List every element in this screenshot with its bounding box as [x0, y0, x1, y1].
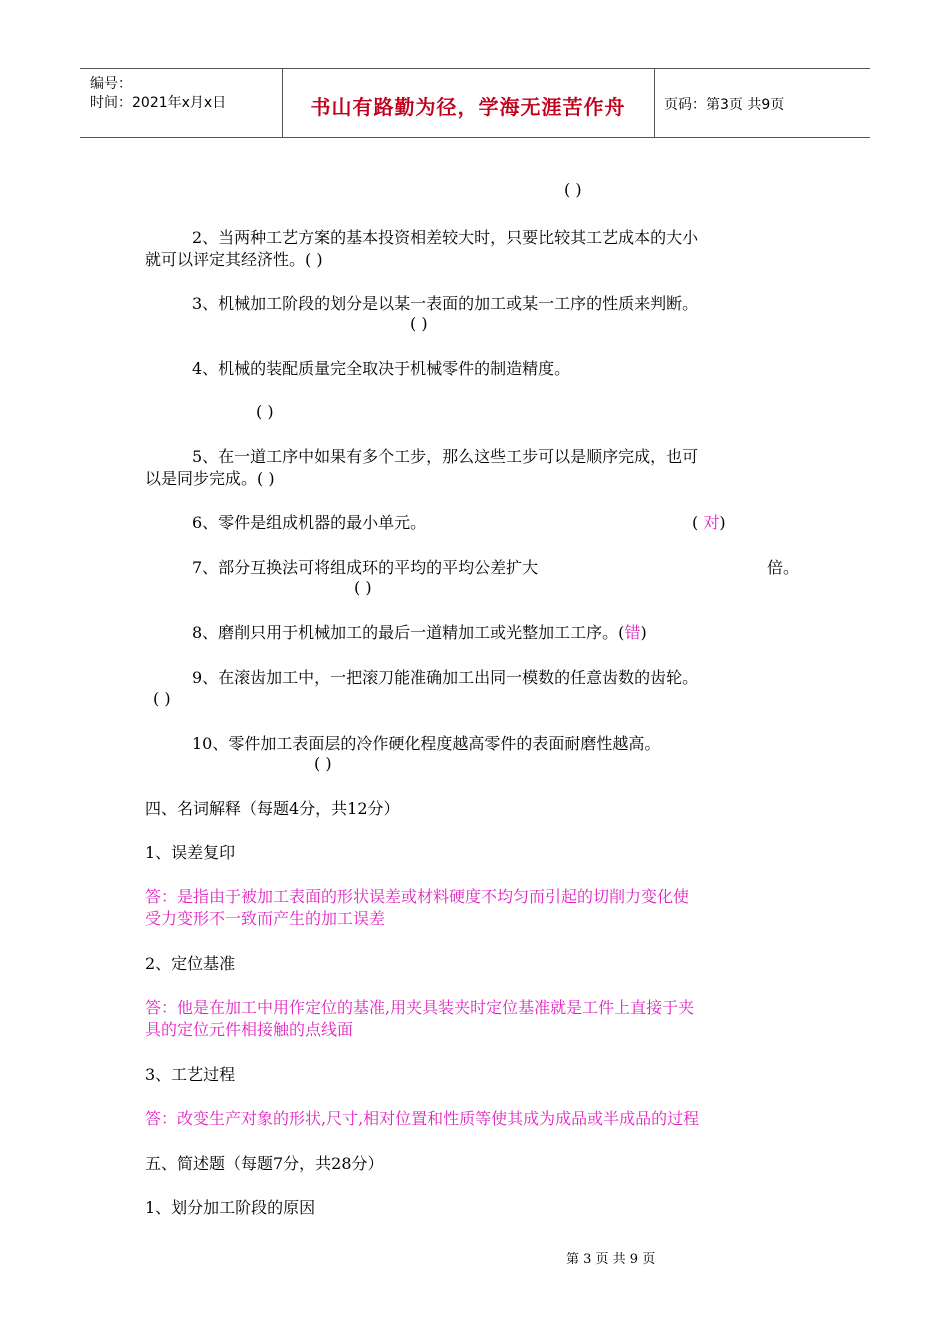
term-1: 1、误差复印 [145, 843, 236, 862]
question-7-line1: 7、部分互换法可将组成环的平均的平均公差扩大 [192, 558, 539, 577]
term-2-answer-line2: 具的定位元件相接触的点线面 [145, 1020, 354, 1039]
time-label: 时间：2021年x月x日 [90, 95, 227, 111]
question-4-line1: 4、机械的装配质量完全取决于机械零件的制造精度。 [192, 359, 571, 378]
question-6: 6、零件是组成机器的最小单元。 [192, 513, 427, 532]
question-10-line2: ( ) [314, 754, 332, 773]
page-info: 页码：第3页 共9页 [664, 97, 785, 113]
question-6-answer [692, 513, 726, 533]
question-8-text: 8、磨削只用于机械加工的最后一道精加工或光整加工工序。( [192, 623, 625, 642]
blank-paren: ( ) [564, 180, 582, 199]
question-2-line1: 2、当两种工艺方案的基本投资相差较大时，只要比较其工艺成本的大小 [192, 228, 699, 247]
page-footer: 第 3 页 共 9 页 [566, 1252, 656, 1267]
header-motto-cell [282, 69, 655, 137]
question-2-line2: 就可以评定其经济性。( ) [145, 250, 323, 269]
header-info-cell [80, 69, 283, 137]
answer-wrong: 错 [624, 623, 641, 642]
question-5-line2: 以是同步完成。( ) [145, 469, 275, 488]
term-1-answer-line2: 受力变形不一致而产生的加工误差 [145, 909, 386, 928]
paren-close: ) [719, 513, 726, 532]
question-5-line1: 5、在一道工序中如果有多个工步，那么这些工步可以是顺序完成，也可 [192, 447, 699, 466]
question-10-line1: 10、零件加工表面层的冷作硬化程度越高零件的表面耐磨性越高。 [192, 734, 661, 753]
term-2-answer-line1: 答：他是在加工中用作定位的基准,用夹具装夹时定位基准就是工件上直接于夹 [145, 998, 695, 1017]
paren-open: ( [692, 513, 704, 532]
term-1-answer-line1: 答：是指由于被加工表面的形状误差或材料硬度不均匀而引起的切削力变化使 [145, 887, 690, 906]
page-header [80, 68, 870, 138]
question-9-line1: 9、在滚齿加工中，一把滚刀能准确加工出同一模数的任意齿数的齿轮。 [192, 668, 699, 687]
section-4-heading: 四、名词解释（每题4分，共12分） [145, 799, 400, 818]
question-8 [192, 623, 647, 643]
term-3: 3、工艺过程 [145, 1065, 236, 1084]
question-4-line2: ( ) [256, 402, 274, 421]
section-5-heading: 五、简述题（每题7分，共28分） [145, 1154, 384, 1173]
question-3-line2: ( ) [410, 314, 428, 333]
short-question-1: 1、划分加工阶段的原因 [145, 1198, 316, 1217]
question-3-line1: 3、机械加工阶段的划分是以某一表面的加工或某一工序的性质来判断。 [192, 294, 699, 313]
term-3-answer: 答：改变生产对象的形状,尺寸,相对位置和性质等使其成为成品或半成品的过程 [145, 1109, 700, 1128]
term-2: 2、定位基准 [145, 954, 236, 973]
question-7-line2: ( ) [354, 578, 372, 597]
motto: 书山有路勤为径，学海无涯苦作舟 [310, 95, 626, 119]
question-9-line2: ( ) [153, 689, 171, 708]
paren-close: ) [640, 623, 647, 642]
header-page-cell [654, 69, 870, 137]
answer-correct: 对 [703, 513, 720, 532]
question-7-multiplier: 倍。 [767, 558, 800, 577]
code-label: 编号： [90, 76, 132, 92]
